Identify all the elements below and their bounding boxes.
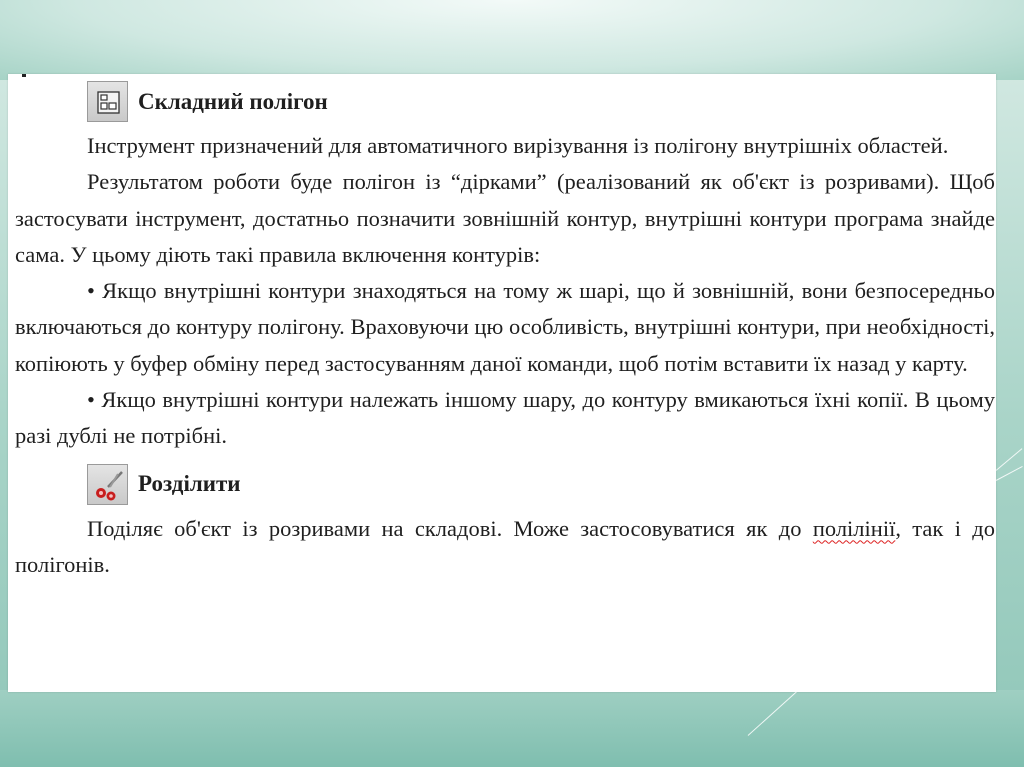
document-page xyxy=(8,74,996,692)
slide-background-top xyxy=(0,0,1024,80)
section-title: Складний полігон xyxy=(138,88,328,114)
text-run: , так і до полігонів. xyxy=(15,515,995,577)
paragraph: Інструмент призначений для автоматичного вирізування із полігону внутрішніх областей. xyxy=(87,133,949,158)
section-heading xyxy=(15,455,995,511)
section-heading xyxy=(15,74,995,128)
bullet-item: • Якщо внутрішні контури знаходяться на тому ж шарі, що й зовнішній, вони безпосередньо включаються до контуру полігону. Враховуючи цю особливість, внутрішні контури, при необхідності, копіюють у буфер обміну перед застосуванням даної команди, щоб потім вставити їх назад у карту. xyxy=(15,278,995,376)
split-scissors-icon xyxy=(87,464,128,505)
complex-polygon-icon xyxy=(87,81,128,122)
spellcheck-flagged-word: полілінії xyxy=(812,515,896,541)
section-title: Розділити xyxy=(138,471,241,497)
text-run: Поділяє об'єкт із розривами на складові. Може застосовуватися як до xyxy=(87,515,813,541)
slide-background-bottom xyxy=(0,690,1024,767)
paragraph xyxy=(15,511,995,584)
decorative-line xyxy=(996,466,1023,481)
document-text xyxy=(15,74,995,583)
bullet-item: • Якщо внутрішні контури належать іншому шару, до контуру вмикаються їхні копії. В цьому разі дублі не потрібні. xyxy=(15,387,995,449)
paragraph: Результатом роботи буде полігон із “дірками” (реалізований як об'єкт із розривами). Щоб застосувати інструмент, достатньо позначити зовнішній контур, внутрішні контури програма знайде сама. У цьому діють такі правила включення контурів: xyxy=(15,169,995,267)
